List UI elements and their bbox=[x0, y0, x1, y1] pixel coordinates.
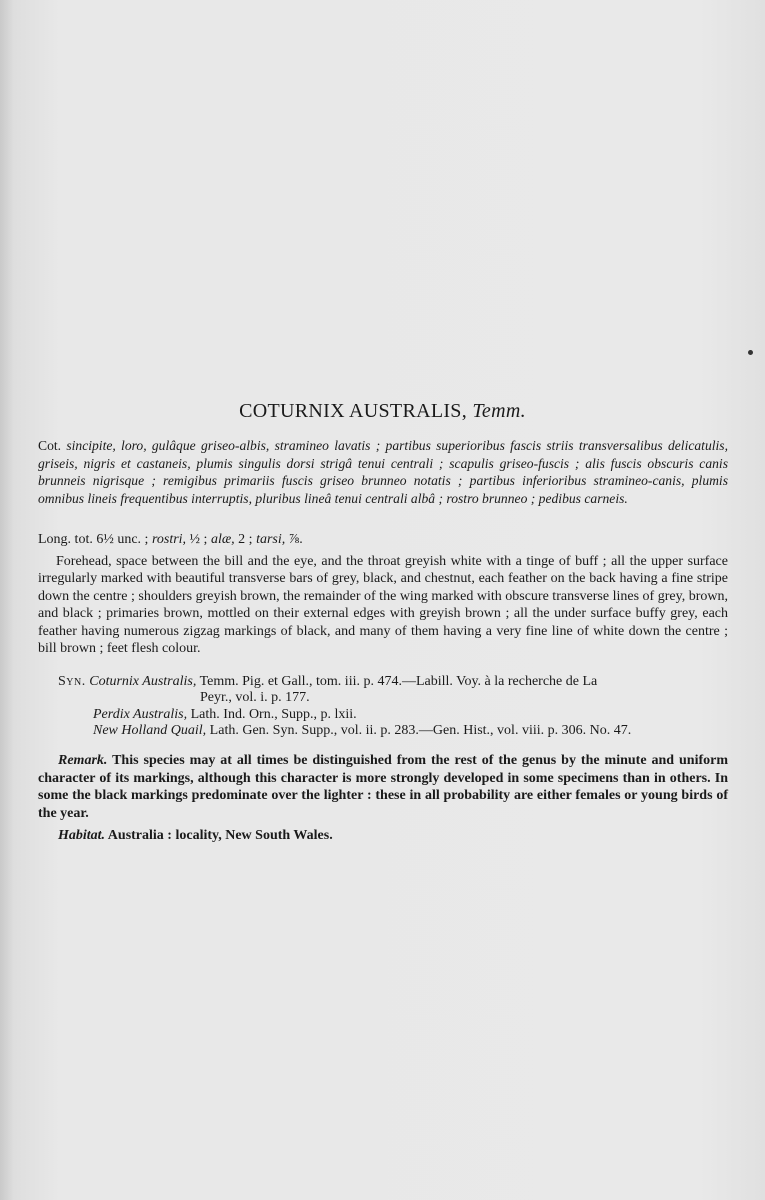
habitat-text: Australia : locality, New South Wales. bbox=[107, 828, 333, 843]
remark-text: This species may at all times be distinguished from the rest of the genus by the minute and uniform character of its markings, although this character is more strongly developed in some specimens than in others. In some the black markings predominate over the lighter : these in all probability are either females or young birds of the year. bbox=[38, 753, 729, 821]
species-author: Temm. bbox=[472, 400, 526, 422]
english-description bbox=[38, 553, 728, 657]
synonym-ref: Temm. Pig. et Gall., tom. iii. p. 474.—Labill. Voy. à la recherche de La bbox=[199, 674, 598, 689]
habitat-line bbox=[58, 827, 333, 845]
synonym-name: Coturnix Australis, bbox=[89, 674, 197, 689]
description-text: Forehead, space between the bill and the eye, and the throat greyish white with a tinge of buff ; all the upper surface irregularly marked with beautiful transverse bars of grey, black, and chestnut, each feather on the back having a fine stripe down the centre ; shoulders greyish brown, the remainder of the wing marked with obscure transverse lines of grey, brown, and black ; primaries brown, mottled on their external edges with greyish brown ; all the under surface buffy grey, each feather having numerous zigzag markings of black, and many of them having a very fine line of white down the centre ; bill brown ; feet flesh colour. bbox=[38, 554, 728, 657]
measure-rostri-value: ½ ; bbox=[189, 532, 208, 547]
remark-paragraph bbox=[38, 752, 728, 822]
synonym-entry bbox=[38, 723, 728, 739]
synonym-ref: Lath. Gen. Syn. Supp., vol. ii. p. 283.—Gen. Hist., vol. viii. p. 306. No. 47. bbox=[209, 723, 632, 739]
synonym-name: New Holland Quail, bbox=[93, 723, 207, 739]
synonym-name: Perdix Australis, bbox=[93, 706, 188, 722]
measure-alae-value: 2 ; bbox=[238, 532, 253, 547]
species-name: COTURNIX AUSTRALIS, bbox=[239, 400, 468, 422]
latin-lead: Cot. bbox=[38, 438, 62, 453]
species-title bbox=[0, 400, 765, 423]
synonym-continuation: Peyr., vol. i. p. 177. bbox=[200, 690, 310, 706]
habitat-label: Habitat. bbox=[58, 828, 106, 843]
latin-text: sincipite, loro, gulâque griseo-albis, stramineo lavatis ; partibus superioribus fascis striis transversalibus delicatulis, griseis, nigris et castaneis, plumis singulis dorsi strigâ tenui centrali ; scapulis griseo-fuscis ; alis fuscis obscuris canis brunneis nigrisque ; remigibus primariis fuscis griseo brunneo notatis ; partibus inferioribus stramineo-canis, plumis omnibus lineis frequentibus interruptis, pluribus lineâ tenui centrali albâ ; rostro brunneo ; pedibus carneis. bbox=[38, 438, 728, 506]
measure-tarsi-label: tarsi, bbox=[256, 532, 286, 547]
synonym-entry bbox=[38, 707, 728, 723]
synonymy-label: Syn. bbox=[58, 674, 86, 689]
latin-description bbox=[38, 437, 728, 507]
measure-alae-label: alæ, bbox=[210, 532, 235, 547]
synonym-ref: Lath. Ind. Orn., Supp., p. lxii. bbox=[190, 706, 357, 722]
measure-rostri-label: rostri, bbox=[151, 532, 187, 547]
measure-long: Long. tot. 6½ unc. ; bbox=[38, 532, 149, 547]
measurements bbox=[38, 531, 728, 549]
synonym-entry bbox=[38, 674, 728, 690]
synonymy bbox=[38, 674, 728, 740]
measure-tarsi-value: ⅞. bbox=[288, 532, 303, 547]
ink-speck bbox=[748, 350, 753, 355]
remark-label: Remark. bbox=[58, 753, 108, 768]
